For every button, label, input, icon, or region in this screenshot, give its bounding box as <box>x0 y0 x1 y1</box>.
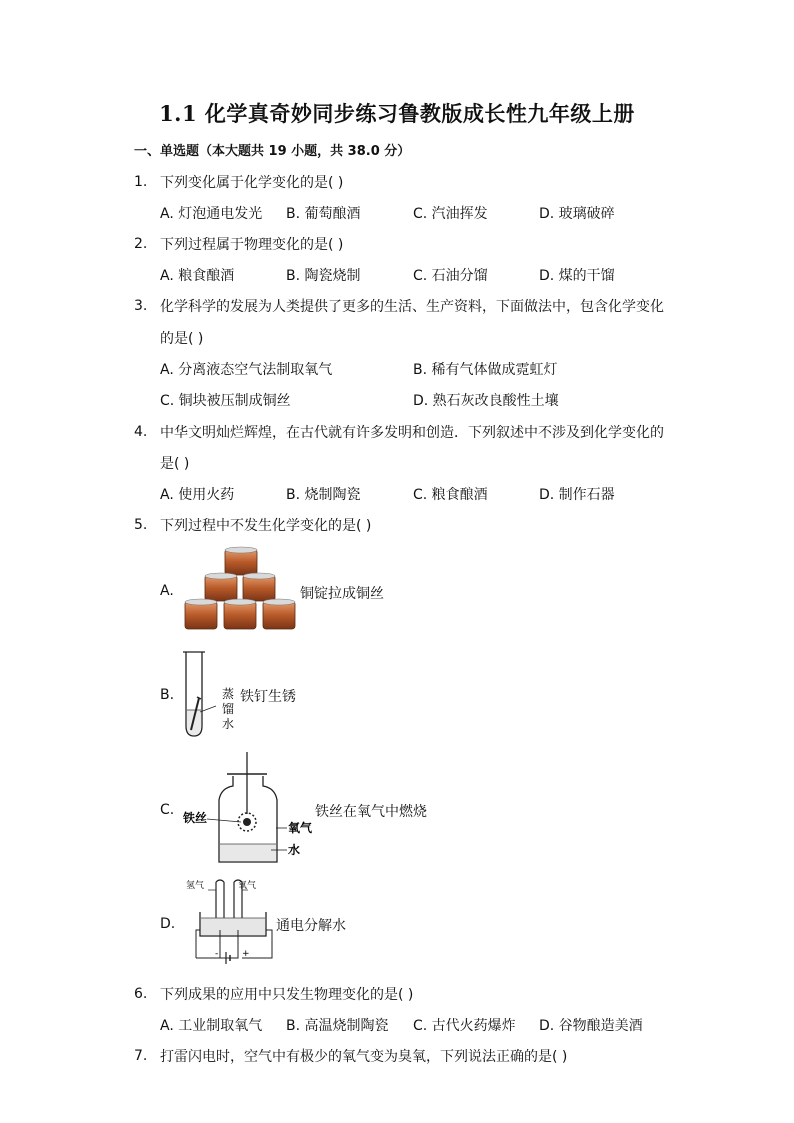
option-a: A. 粮食酿酒 <box>160 268 235 284</box>
option-b: B. 葡萄酿酒 <box>286 206 361 222</box>
option-d: D. 谷物酿造美酒 <box>539 1018 643 1034</box>
label-water: 水 <box>288 843 301 857</box>
option-a: A. 使用火药 <box>160 487 235 503</box>
test-tube-nail-image <box>180 650 240 740</box>
question-stem: 下列过程属于物理变化的是( ) <box>160 237 344 253</box>
option-c: C. 汽油挥发 <box>413 206 488 222</box>
option-b: B. 烧制陶瓷 <box>286 487 361 503</box>
label-plus: + <box>242 949 250 959</box>
label-hydrogen: 氢气 <box>186 881 205 891</box>
question-stem: 下列成果的应用中只发生物理变化的是( ) <box>160 987 414 1003</box>
question-number: 2. <box>134 236 148 252</box>
question-stem-continued: 是( ) <box>160 456 190 472</box>
option-c: C. 古代火药爆炸 <box>413 1018 516 1034</box>
option-c: C. 石油分馏 <box>413 268 488 284</box>
label-shui: 水 <box>222 717 235 731</box>
copper-spools-image <box>183 546 298 632</box>
option-b: B. 高温烧制陶瓷 <box>286 1018 389 1034</box>
option-c: C. 铜块被压制成铜丝 <box>160 393 291 409</box>
option-d: D. 玻璃破碎 <box>539 206 615 222</box>
question-stem: 下列过程中不发生化学变化的是( ) <box>160 518 372 534</box>
electrolysis-image <box>186 878 278 970</box>
option-b: B. 陶瓷烧制 <box>286 268 361 284</box>
figure-b-caption: 铁钉生锈 <box>240 689 296 705</box>
figure-a-letter: A. <box>160 583 174 599</box>
option-d: D. 熟石灰改良酸性土壤 <box>413 393 559 409</box>
question-number: 3. <box>134 298 148 314</box>
option-a: A. 分离液态空气法制取氧气 <box>160 362 333 378</box>
question-number: 5. <box>134 517 148 533</box>
question-stem: 中华文明灿烂辉煌，在古代就有许多发明和创造．下列叙述中不涉及到化学变化的 <box>160 425 664 441</box>
figure-c-letter: C. <box>160 802 175 818</box>
label-liu: 馏 <box>222 702 235 716</box>
question-stem: 化学科学的发展为人类提供了更多的生活、生产资料，下面做法中，包含化学变化 <box>160 299 664 315</box>
figure-c-caption: 铁丝在氧气中燃烧 <box>315 804 427 820</box>
option-a: A. 灯泡通电发光 <box>160 206 263 222</box>
option-b: B. 稀有气体做成霓虹灯 <box>413 362 558 378</box>
option-c: C. 粮食酿酒 <box>413 487 488 503</box>
label-iron-wire: 铁丝 <box>183 811 208 825</box>
question-number: 7. <box>134 1048 148 1064</box>
label-oxygen: 氧气 <box>288 821 313 835</box>
question-number: 1. <box>134 174 148 190</box>
figure-b-letter: B. <box>160 687 175 703</box>
option-d: D. 制作石器 <box>539 487 615 503</box>
figure-d-letter: D. <box>160 916 176 932</box>
section-heading: 一、单选题（本大题共 19 小题，共 38.0 分） <box>134 144 411 159</box>
label-zheng: 蒸 <box>222 687 235 701</box>
figure-a-caption: 铜锭拉成铜丝 <box>300 586 384 602</box>
question-number: 6. <box>134 986 148 1002</box>
question-stem: 下列变化属于化学变化的是( ) <box>160 175 344 191</box>
question-stem: 打雷闪电时，空气中有极少的氧气变为臭氧，下列说法正确的是( ) <box>160 1049 568 1065</box>
question-number: 4. <box>134 424 148 440</box>
figure-d-caption: 通电分解水 <box>276 918 346 934</box>
option-a: A. 工业制取氧气 <box>160 1018 263 1034</box>
question-stem-continued: 的是( ) <box>160 331 204 347</box>
page-title: 1.1 化学真奇妙同步练习鲁教版成长性九年级上册 <box>159 101 635 126</box>
iron-wire-oxygen-image <box>183 752 318 867</box>
label-minus: - <box>215 949 219 959</box>
option-d: D. 煤的干馏 <box>539 268 615 284</box>
label-oxygen-gas: 氧气 <box>238 881 257 891</box>
